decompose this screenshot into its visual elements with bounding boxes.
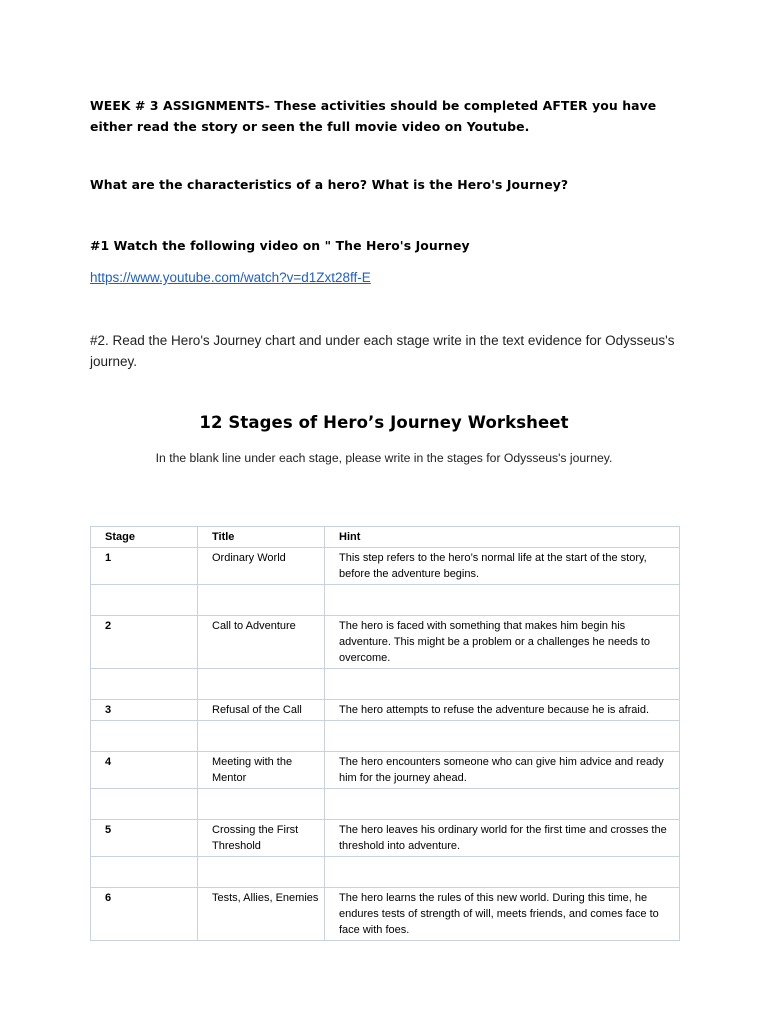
- answer-row[interactable]: [91, 721, 680, 752]
- answer-cell[interactable]: [91, 585, 198, 616]
- stage-hint: The hero learns the rules of this new world. During this time, he endures tests of strength of will, meets friends, and comes face to face with foes.: [325, 888, 680, 941]
- stage-hint: The hero attempts to refuse the adventure because he is afraid.: [325, 700, 680, 721]
- table-row: [91, 616, 680, 669]
- table-row: [91, 888, 680, 941]
- stage-hint: This step refers to the hero’s normal life at the start of the story, before the adventure begins.: [325, 548, 680, 585]
- table-header-row: [91, 527, 680, 548]
- stage-number: 4: [91, 752, 198, 789]
- stage-hint: The hero leaves his ordinary world for the first time and crosses the threshold into adventure.: [325, 820, 680, 857]
- answer-cell[interactable]: [91, 669, 198, 700]
- answer-row[interactable]: [91, 669, 680, 700]
- worksheet-subtitle: In the blank line under each stage, please write in the stages for Odysseus's journey.: [155, 451, 613, 465]
- stage-number: 6: [91, 888, 198, 941]
- stage-hint: The hero encounters someone who can give him advice and ready him for the journey ahead.: [325, 752, 680, 789]
- answer-cell[interactable]: [198, 669, 325, 700]
- stage-title: Crossing the First Threshold: [198, 820, 325, 857]
- table-row: [91, 700, 680, 721]
- answer-cell[interactable]: [91, 789, 198, 820]
- header-hint: Hint: [325, 527, 680, 548]
- answer-cell[interactable]: [198, 789, 325, 820]
- stage-number: 3: [91, 700, 198, 721]
- header-title: Title: [198, 527, 325, 548]
- stage-title: Refusal of the Call: [198, 700, 325, 721]
- stage-hint: The hero is faced with something that makes him begin his adventure. This might be a problem or a challenges he needs to overcome.: [325, 616, 680, 669]
- answer-row[interactable]: [91, 585, 680, 616]
- stage-title: Ordinary World: [198, 548, 325, 585]
- answer-cell[interactable]: [198, 585, 325, 616]
- stage-number: 2: [91, 616, 198, 669]
- stage-title: Call to Adventure: [198, 616, 325, 669]
- hero-question: What are the characteristics of a hero? What is the Hero's Journey?: [90, 177, 569, 192]
- step-2-instruction: #2. Read the Hero's Journey chart and under each stage write in the text evidence for Odysseus's journey.: [90, 333, 675, 369]
- stage-title: Tests, Allies, Enemies: [198, 888, 325, 941]
- stage-number: 1: [91, 548, 198, 585]
- worksheet-title: 12 Stages of Hero’s Journey Worksheet: [199, 413, 569, 432]
- answer-cell[interactable]: [91, 721, 198, 752]
- table-row: [91, 752, 680, 789]
- answer-cell[interactable]: [325, 585, 680, 616]
- answer-cell[interactable]: [325, 669, 680, 700]
- journey-table: [90, 526, 679, 941]
- header-stage: Stage: [91, 527, 198, 548]
- answer-row[interactable]: [91, 857, 680, 888]
- answer-cell[interactable]: [325, 721, 680, 752]
- table-row: [91, 820, 680, 857]
- youtube-video-link[interactable]: https://www.youtube.com/watch?v=d1Zxt28ff-E: [90, 270, 371, 285]
- answer-cell[interactable]: [198, 721, 325, 752]
- stage-number: 5: [91, 820, 198, 857]
- answer-cell[interactable]: [198, 857, 325, 888]
- step-1-instruction: #1 Watch the following video on " The Hero's Journey: [90, 238, 470, 253]
- answer-row[interactable]: [91, 789, 680, 820]
- answer-cell[interactable]: [325, 857, 680, 888]
- answer-cell[interactable]: [325, 789, 680, 820]
- table-row: [91, 548, 680, 585]
- stage-title: Meeting with the Mentor: [198, 752, 325, 789]
- assignment-intro: WEEK # 3 ASSIGNMENTS- These activities should be completed AFTER you have either read the story or seen the full movie video on Youtube.: [90, 98, 657, 134]
- answer-cell[interactable]: [91, 857, 198, 888]
